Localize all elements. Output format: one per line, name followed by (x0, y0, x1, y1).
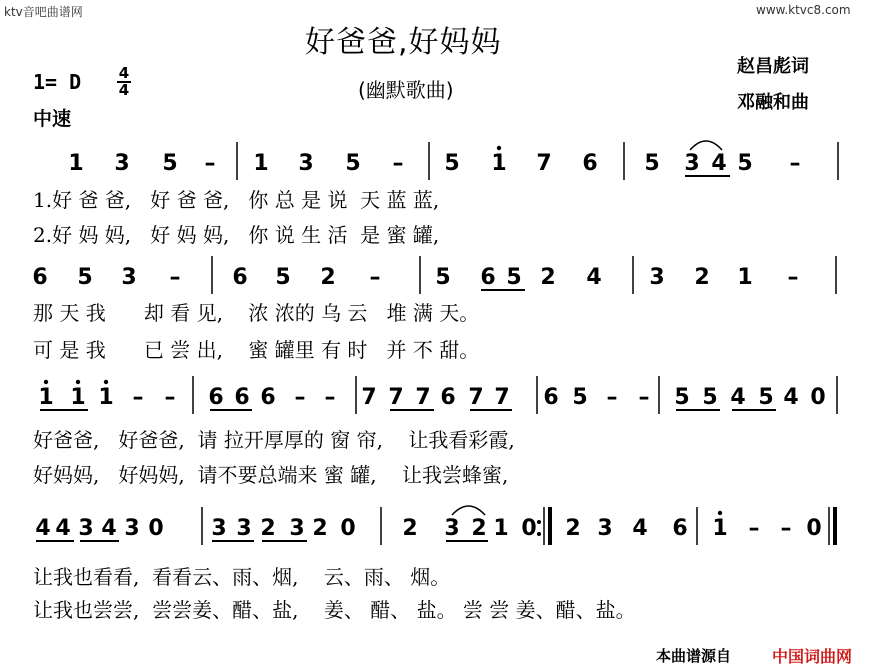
note: 2 (320, 265, 336, 290)
note: 5 (162, 151, 178, 176)
note: 4 (783, 385, 799, 410)
octave-dot (497, 146, 501, 150)
note: 7 (536, 151, 552, 176)
note: 5 (77, 265, 93, 290)
note: 2 (402, 516, 418, 541)
note: 4 (35, 516, 51, 541)
note: 3 (114, 151, 130, 176)
note: 3 (121, 265, 137, 290)
repeat-dot (537, 520, 541, 524)
note: 1 (38, 385, 54, 410)
note: 6 (260, 385, 276, 410)
note: 6 (32, 265, 48, 290)
note: 0 (806, 516, 822, 541)
note: – (638, 385, 650, 410)
slur-arc (452, 506, 485, 515)
note: 5 (644, 151, 660, 176)
note: 6 (480, 265, 496, 290)
note: 1 (98, 385, 114, 410)
note: 5 (275, 265, 291, 290)
note: 5 (435, 265, 451, 290)
note: 1 (68, 151, 84, 176)
lyric-line: 2.好 妈 妈, 好 妈 妈, 你 说 生 活 是 蜜 罐, (33, 223, 440, 247)
octave-dot (44, 380, 48, 384)
note: 7 (468, 385, 484, 410)
note: 3 (236, 516, 252, 541)
lyric-line: 让我也尝尝, 尝尝姜、醋、盐, 姜、 醋、 盐。 尝 尝 姜、醋、盐。 (33, 598, 636, 622)
note: 1 (253, 151, 269, 176)
note: 7 (361, 385, 377, 410)
slur-arc (690, 141, 722, 150)
note: – (204, 151, 216, 176)
note: 5 (444, 151, 460, 176)
time-denominator: 4 (118, 81, 130, 99)
composer-credit: 邓融和曲 (737, 92, 809, 113)
note: 3 (78, 516, 94, 541)
note: 6 (440, 385, 456, 410)
note: 2 (694, 265, 710, 290)
note: 4 (632, 516, 648, 541)
note: 7 (388, 385, 404, 410)
note: – (780, 516, 792, 541)
note: 2 (260, 516, 276, 541)
note: 2 (471, 516, 487, 541)
note: 2 (540, 265, 556, 290)
note: 1 (737, 265, 753, 290)
note: 5 (674, 385, 690, 410)
note: – (748, 516, 760, 541)
octave-dot (104, 380, 108, 384)
note: 0 (148, 516, 164, 541)
watermark-left: ktv音吧曲谱网 (4, 5, 83, 19)
watermark-right: www.ktvc8.com (756, 3, 851, 17)
key-signature: 1= D (33, 70, 82, 94)
note: 6 (672, 516, 688, 541)
note: 4 (730, 385, 746, 410)
note: – (164, 385, 176, 410)
lyric-line: 那 天 我 却 看 见, 浓 浓的 乌 云 堆 满 天。 (33, 301, 480, 325)
note: 1 (493, 516, 509, 541)
note: – (294, 385, 306, 410)
note: 1 (491, 151, 507, 176)
note: 4 (586, 265, 602, 290)
note: 1 (70, 385, 86, 410)
note: 4 (55, 516, 71, 541)
note: 3 (124, 516, 140, 541)
note: 7 (415, 385, 431, 410)
note: 4 (101, 516, 117, 541)
footer-brand-link[interactable]: 中国词曲网 (772, 647, 853, 666)
note: 6 (232, 265, 248, 290)
lyricist-credit: 赵昌彪词 (737, 56, 809, 77)
note: – (324, 385, 336, 410)
note: – (789, 151, 801, 176)
time-numerator: 4 (118, 64, 130, 82)
note: – (606, 385, 618, 410)
note: 5 (506, 265, 522, 290)
note: 5 (345, 151, 361, 176)
note: 3 (684, 151, 700, 176)
note: 1 (712, 516, 728, 541)
note: 0 (521, 516, 537, 541)
lyric-line: 好妈妈, 好妈妈, 请不要总端来 蜜 罐, 让我尝蜂蜜, (33, 463, 509, 487)
note: 4 (711, 151, 727, 176)
lyric-line: 好爸爸, 好爸爸, 请 拉开厚厚的 窗 帘, 让我看彩霞, (33, 428, 515, 452)
note: – (787, 265, 799, 290)
note: – (392, 151, 404, 176)
note: 6 (543, 385, 559, 410)
note: 5 (758, 385, 774, 410)
note: 3 (211, 516, 227, 541)
note: – (369, 265, 381, 290)
note: 0 (810, 385, 826, 410)
note: 0 (340, 516, 356, 541)
song-subtitle: (幽默歌曲) (358, 78, 454, 102)
note: 3 (289, 516, 305, 541)
note: 5 (737, 151, 753, 176)
note: 6 (208, 385, 224, 410)
note: 3 (649, 265, 665, 290)
lyric-line: 可 是 我 已 尝 出, 蜜 罐里 有 时 并 不 甜。 (33, 338, 480, 362)
note: 3 (298, 151, 314, 176)
note: 5 (702, 385, 718, 410)
note: 6 (234, 385, 250, 410)
note: 3 (597, 516, 613, 541)
note: 6 (582, 151, 598, 176)
octave-dot (76, 380, 80, 384)
footer-source: 本曲谱源自 (656, 647, 732, 665)
song-title: 好爸爸,好妈妈 (305, 25, 502, 60)
note: 2 (312, 516, 328, 541)
note: 5 (572, 385, 588, 410)
lyric-line: 让我也看看, 看看云、雨、烟, 云、雨、 烟。 (33, 565, 451, 589)
note: 3 (444, 516, 460, 541)
repeat-dot (537, 532, 541, 536)
note: – (169, 265, 181, 290)
octave-dot (718, 511, 722, 515)
tempo-marking: 中速 (33, 108, 72, 130)
lyric-line: 1.好 爸 爸, 好 爸 爸, 你 总 是 说 天 蓝 蓝, (33, 188, 440, 212)
note: – (132, 385, 144, 410)
note: 2 (565, 516, 581, 541)
note: 7 (494, 385, 510, 410)
